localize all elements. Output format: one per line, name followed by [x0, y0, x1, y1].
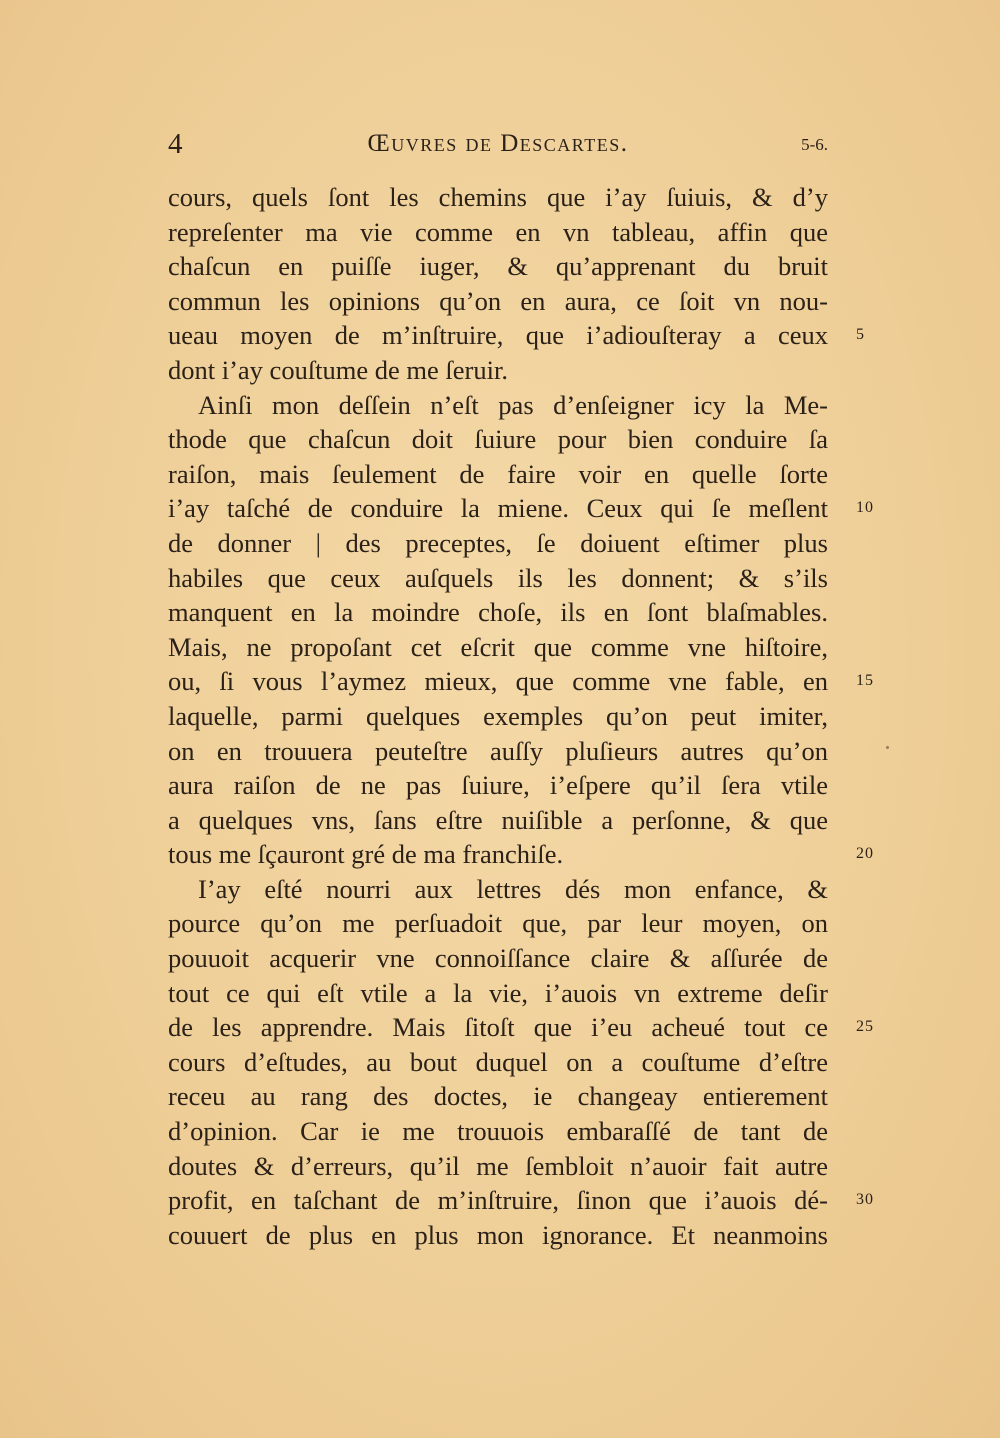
- text-line: repreſenter ma vie comme en vn tableau, affin que: [168, 216, 828, 247]
- text-line: Mais, ne propoſant cet eſcrit que comme vne hiſtoire,: [168, 631, 828, 662]
- line-number: 15: [856, 672, 874, 690]
- running-title: Œuvres de Descartes.: [367, 130, 629, 157]
- text-line: couuert de plus en plus mon ignorance. Et neanmoins: [168, 1219, 828, 1250]
- line-number: 20: [856, 845, 874, 863]
- text-line: manquent en la moindre choſe, ils en ſont blaſmables.: [168, 597, 828, 628]
- text-line: d’opinion. Car ie me trouuois embaraſſé de tant de: [168, 1116, 828, 1147]
- text-line: tous me ſçauront gré de ma franchiſe. 20: [168, 837, 828, 872]
- text-line: doutes & d’erreurs, qu’il me ſembloit n’auoir fait autre: [168, 1150, 828, 1181]
- page-header: [168, 128, 828, 168]
- text-line: de donner | des preceptes, ſe doiuent eſtimer plus: [168, 527, 828, 558]
- text-line: profit, en taſchant de m’inſtruire, ſinon que i’auois dé- 30: [168, 1183, 828, 1218]
- line-number: 5: [856, 326, 865, 344]
- text-line: chaſcun en puiſſe iuger, & qu’apprenant du bruit: [168, 251, 828, 282]
- text-line: thode que chaſcun doit ſuiure pour bien conduire ſa: [168, 424, 828, 455]
- ink-speck: [886, 746, 889, 749]
- text-line: tout ce qui eſt vtile a la vie, i’auois vn extreme deſir: [168, 977, 828, 1008]
- page-number: 4: [168, 128, 183, 160]
- text-line: Ainſi mon deſſein n’eſt pas d’enſeigner icy la Me-: [198, 389, 828, 420]
- page-reference: 5-6.: [801, 135, 828, 154]
- text-line: ou, ſi vous l’aymez mieux, que comme vne fable, en 15: [168, 664, 828, 699]
- text-line: aura raiſon de ne pas ſuiure, i’eſpere qu’il ſera vtile: [168, 770, 828, 801]
- text-line: a quelques vns, ſans eſtre nuiſible a perſonne, & que: [168, 804, 828, 835]
- text-line: i’ay taſché de conduire la miene. Ceux qui ſe meſlent 10: [168, 491, 828, 526]
- body-text: [168, 180, 874, 1252]
- text-line: raiſon, mais ſeulement de faire voir en quelle ſorte: [168, 458, 828, 489]
- line-number: 25: [856, 1018, 874, 1036]
- text-line: I’ay eſté nourri aux lettres dés mon enfance, &: [198, 873, 828, 904]
- text-line: cours, quels ſont les chemins que i’ay ſuiuis, & d’y: [168, 182, 828, 212]
- text-line: dont i’ay couſtume de me ſeruir.: [168, 354, 508, 385]
- text-line: cours d’eſtudes, au bout duquel on a couſtume d’eſtre: [168, 1046, 828, 1077]
- text-line: pouuoit acquerir vne connoiſſance claire & aſſurée de: [168, 943, 828, 974]
- text-line: commun les opinions qu’on en aura, ce ſoit vn nou-: [168, 285, 828, 316]
- text-line: de les apprendre. Mais ſitoſt que i’eu acheué tout ce 25: [168, 1010, 828, 1045]
- text-line: laquelle, parmi quelques exemples qu’on peut imiter,: [168, 700, 828, 731]
- line-number: 10: [856, 499, 874, 517]
- text-line: habiles que ceux auſquels ils les donnent; & s’ils: [168, 562, 828, 593]
- line-number: 30: [856, 1191, 874, 1209]
- text-line: on en trouuera peuteſtre auſſy pluſieurs autres qu’on: [168, 735, 828, 766]
- text-line: pource qu’on me perſuadoit que, par leur moyen, on: [168, 908, 828, 939]
- text-line: receu au rang des doctes, ie changeay entierement: [168, 1081, 828, 1112]
- text-line: ueau moyen de m’inſtruire, que i’adiouſteray a ceux 5: [168, 318, 828, 353]
